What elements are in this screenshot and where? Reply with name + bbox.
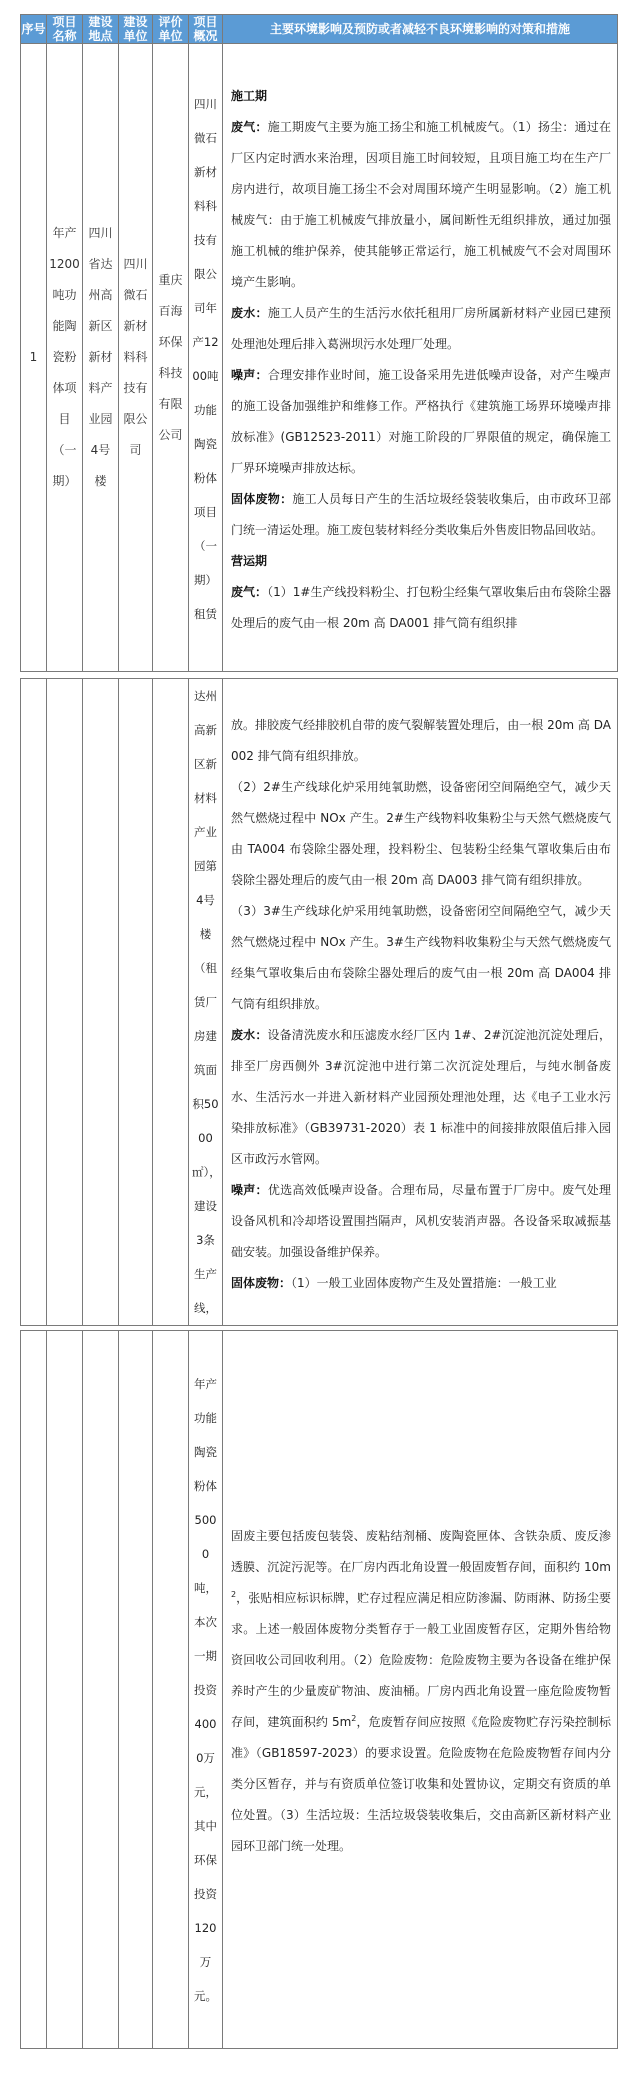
row-assessor bbox=[153, 44, 189, 672]
construction-water-label: 废水： bbox=[231, 305, 268, 320]
row-overview-text-3: 年产功能陶瓷粉体5000吨，本次一期投资4000万元，其中环保投资120万元。 bbox=[194, 1376, 217, 2003]
operation-gas-text-3: （2）2#生产线球化炉采用纯氧助燃，设备密闭空间隔绝空气，减少天然气燃烧过程中 NOx 产生。2#生产线物料收集粉尘与天然气燃烧废气由 TA004 布袋除尘器处理，投料粉尘、包装粉尘经集气罩收集后由布袋除尘器处理后的废气由一根 20m 高 DA003 排气筒有组织排放。 bbox=[231, 779, 611, 887]
empty-cell bbox=[119, 679, 153, 1326]
table-row-continued bbox=[21, 679, 618, 1326]
row-measures bbox=[223, 44, 618, 672]
operation-period-title: 营运期 bbox=[231, 553, 268, 568]
row-overview bbox=[189, 44, 223, 672]
operation-noise-text: 优选高效低噪声设备。合理布局，尽量布置于厂房中。废气处理设备风机和冷却塔设置围挡隔声，风机安装消声器。各设备采取减振基础安装。加强设备维护保养。 bbox=[231, 1182, 611, 1259]
construction-solid-label: 固体废物： bbox=[231, 491, 293, 506]
row-no bbox=[21, 44, 47, 672]
operation-gas-label: 废气： bbox=[231, 584, 268, 599]
eia-table-part-2 bbox=[20, 678, 618, 1326]
empty-cell bbox=[21, 1331, 47, 2049]
operation-solid-text-4: ，危废暂存间应按照《危险废物贮存污染控制标准》（GB18597-2023）的要求设置。危险废物在危险废物暂存间内分类分区暂存，并与有资质单位签订收集和处置协议，定期交有资质的单位处置。（3）生活垃圾：生活垃圾袋装收集后，交由高新区新材料产业园环卫部门统一处理。 bbox=[231, 1715, 611, 1853]
row-assessor-text: 重庆百海环保科技有限公司 bbox=[158, 272, 183, 442]
empty-cell bbox=[83, 679, 119, 1326]
empty-cell bbox=[47, 679, 83, 1326]
header-measures: 主要环境影响及预防或者减轻不良环境影响的对策和措施 bbox=[223, 15, 618, 44]
construction-water-text: 施工人员产生的生活污水依托租用厂房所属新材料产业园已建预处理池处理后排入葛洲坝污水处理厂处理。 bbox=[231, 305, 611, 351]
row-name-text: 年产1200吨功能陶瓷粉体项目（一期） bbox=[49, 226, 80, 488]
row-measures-continued bbox=[223, 1331, 618, 2049]
construction-solid-text: 施工人员每日产生的生活垃圾经袋装收集后，由市政环卫部门统一清运处理。施工废包装材料经分类收集后外售废旧物品回收站。 bbox=[231, 491, 611, 537]
construction-noise-label: 噪声： bbox=[231, 367, 268, 382]
operation-gas-text-4: （3）3#生产线球化炉采用纯氧助燃，设备密闭空间隔绝空气，减少天然气燃烧过程中 NOx 产生。3#生产线物料收集粉尘与天然气燃烧废气经集气罩收集后由布袋除尘器处理后的废气由一根 20m 高 DA004 排气筒有组织排放。 bbox=[231, 903, 611, 1011]
empty-cell bbox=[21, 679, 47, 1326]
construction-period-title: 施工期 bbox=[231, 88, 268, 103]
construction-gas-label: 废气： bbox=[231, 119, 268, 134]
empty-cell bbox=[83, 1331, 119, 2049]
header-name: 项目名称 bbox=[47, 15, 83, 44]
empty-cell bbox=[153, 679, 189, 1326]
operation-gas-text-2: 放。排胶废气经排胶机自带的废气裂解装置处理后，由一根 20m 高 DA002 排气筒有组织排放。 bbox=[231, 717, 611, 763]
operation-water-label: 废水： bbox=[231, 1027, 268, 1042]
construction-gas-text: 施工期废气主要为施工扬尘和施工机械废气。（1）扬尘：通过在厂区内定时洒水来治理，因项目施工时间较短，且项目施工均在生产厂房内进行，故项目施工扬尘不会对周围环境产生明显影响。（2）施工机械废气：由于施工机械废气排放量小，属间断性无组织排放，通过加强施工机械的维护保养，使其能够正常运行，施工机械废气不会对周围环境产生影响。 bbox=[231, 119, 611, 289]
eia-table-part-1 bbox=[20, 14, 618, 672]
empty-cell bbox=[119, 1331, 153, 2049]
operation-gas-text-1: （1）1#生产线投料粉尘、打包粉尘经集气罩收集后由布袋除尘器处理后的废气由一根 20m 高 DA001 排气筒有组织排 bbox=[231, 584, 611, 630]
row-overview-text-1: 四川微石新材料科技有限公司年产1200吨功能陶瓷粉体项目（一期）租赁 bbox=[192, 96, 219, 621]
row-site bbox=[83, 44, 119, 672]
operation-solid-text-1: （1）一般工业固体废物产生及处置措施：一般工业 bbox=[291, 1275, 557, 1290]
header-site: 建设地点 bbox=[83, 15, 119, 44]
superscript-2: 2 bbox=[351, 1714, 357, 1723]
row-overview-text-2: 达州高新区新材料产业园第4号楼（租赁厂房建筑面积5000㎡），建设3条生产线， bbox=[192, 689, 221, 1315]
empty-cell bbox=[47, 1331, 83, 2049]
table-row-continued bbox=[21, 1331, 618, 2049]
header-assessor: 评价单位 bbox=[153, 15, 189, 44]
row-measures-continued bbox=[223, 679, 618, 1326]
empty-cell bbox=[153, 1331, 189, 2049]
table-header-row bbox=[21, 15, 618, 44]
eia-table-part-3 bbox=[20, 1330, 618, 2049]
row-overview-continued bbox=[189, 679, 223, 1326]
row-builder-text: 四川微石新材料科技有限公司 bbox=[123, 257, 148, 457]
row-name bbox=[47, 44, 83, 672]
operation-solid-text-2: 固废主要包括废包装袋、废粘结剂桶、废陶瓷匣体、含铁杂质、废反渗透膜、沉淀污泥等。在厂房内西北角设置一般固废暂存间，面积约 10m bbox=[231, 1529, 611, 1574]
row-overview-continued bbox=[189, 1331, 223, 2049]
row-site-text: 四川省达州高新区新材料产业园4号楼 bbox=[88, 226, 113, 488]
operation-noise-label: 噪声： bbox=[231, 1182, 268, 1197]
operation-solid-text-3: ，张贴相应标识标牌，贮存过程应满足相应防渗漏、防雨淋、防扬尘要求。上述一般固体废物分类暂存于一般工业固废暂存区，定期外售给物资回收公司回收利用。（2）危险废物：危险废物主要为各设备在维护保养时产生的少量废矿物油、废油桶。厂房内西北角设置一座危险废物暂存间，建筑面积约 5m bbox=[231, 1591, 611, 1729]
superscript-2: 2 bbox=[231, 1590, 237, 1599]
operation-water-text: 设备清洗废水和压滤废水经厂区内 1#、2#沉淀池沉淀处理后，排至厂房西侧外 3#沉淀池中进行第二次沉淀处理后，与纯水制备废水、生活污水一并进入新材料产业园预处理池处理，达《电子工业水污染排放标准》（GB39731-2020）表 1 标准中的间接排放限值后排入园区市政污水管网。 bbox=[231, 1027, 611, 1166]
header-overview: 项目概况 bbox=[189, 15, 223, 44]
table-row bbox=[21, 44, 618, 672]
header-builder: 建设单位 bbox=[119, 15, 153, 44]
row-builder bbox=[119, 44, 153, 672]
row-no-text: 1 bbox=[29, 350, 38, 364]
operation-solid-label: 固体废物： bbox=[231, 1275, 292, 1290]
construction-noise-text: 合理安排作业时间，施工设备采用先进低噪声设备，对产生噪声的施工设备加强维护和维修工作。严格执行《建筑施工场界环境噪声排放标准》(GB12523-2011）对施工阶段的厂界限值的规定，确保施工厂界环境噪声排放达标。 bbox=[231, 367, 611, 475]
header-no: 序号 bbox=[21, 15, 47, 44]
